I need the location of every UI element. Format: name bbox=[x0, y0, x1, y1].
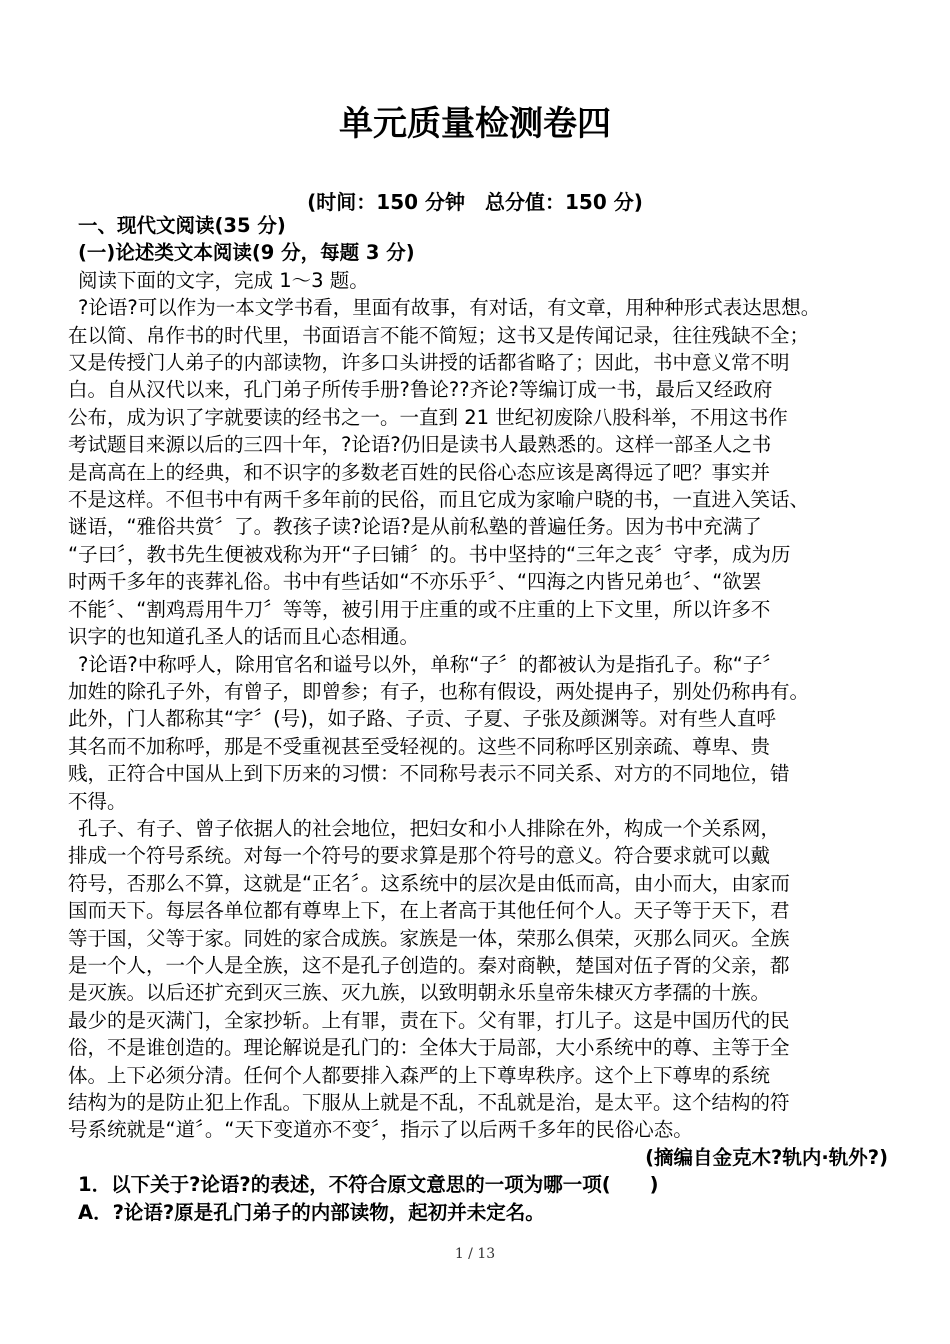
text-line: 加姓的除孔子外，有曾子，即曾参；有子，也称有假设，两处提冉子，别处仍称冉有。 bbox=[68, 679, 810, 703]
text-line: 最少的是灭满门，全家抄斩。上有罪，责在下。父有罪，打儿子。这是中国历代的民 bbox=[68, 1008, 790, 1032]
exam-info: (时间：150 分钟 总分值：150 分) bbox=[307, 190, 643, 214]
text-line: ?论语?中称呼人，除用官名和谥号以外，单称“子〞的都被认为是指孔子。称“子〞 bbox=[78, 652, 782, 676]
text-line: 孔子、有子、曾子依据人的社会地位，把妇女和小人排除在外，构成一个关系网， bbox=[78, 816, 781, 840]
text-line: 时两千多年的丧葬礼俗。书中有些话如“不亦乐乎〞、“四海之内皆兄弟也〞、“欲罢 bbox=[68, 570, 762, 594]
instruction-text: 阅读下面的文字，完成 1～3 题。 bbox=[78, 268, 369, 292]
text-line: 不得。 bbox=[68, 789, 127, 813]
text-line: “子曰〞，教书先生便被戏称为开“子曰铺〞的。书中坚持的“三年之丧〞守孝，成为历 bbox=[68, 542, 791, 566]
text-line: 号系统就是“道〞。“天下变道亦不变〞，指示了以后两千多年的民俗心态。 bbox=[68, 1118, 693, 1142]
paragraph-1 bbox=[68, 294, 888, 650]
text-line: 符号，否那么不算，这就是“正名〞。这系统中的层次是由低而高，由小而大，由家而 bbox=[68, 871, 790, 895]
text-line: 贱，正符合中国从上到下历来的习惯：不同称号表示不同关系、对方的不同地位，错 bbox=[68, 762, 790, 786]
document-body bbox=[68, 212, 888, 1226]
text-line: 不能〞、“割鸡焉用牛刀〞等等，被引用于庄重的或不庄重的上下文里，所以许多不 bbox=[68, 597, 771, 621]
text-line: 体。上下必须分清。任何个人都要排入森严的上下尊卑秩序。这个上下尊卑的系统 bbox=[68, 1063, 771, 1087]
page-title: 单元质量检测卷四 bbox=[339, 104, 611, 144]
text-line: 国而天下。每层各单位都有尊卑上下，在上者高于其他任何个人。天子等于天下，君 bbox=[68, 899, 790, 923]
paragraph-3 bbox=[68, 815, 888, 1144]
source-citation: (摘编自金克木?轨内·轨外?) bbox=[645, 1145, 888, 1169]
text-line: 是高高在上的经典，和不识字的多数老百姓的民俗心态应该是离得远了吧？事实并 bbox=[68, 460, 771, 484]
text-line: 是灭族。以后还扩充到灭三族、灭九族，以致明朝永乐皇帝朱棣灭方孝孺的十族。 bbox=[68, 981, 771, 1005]
text-line: 又是传授门人弟子的内部读物，许多口头讲授的话都省略了；因此，书中意义常不明 bbox=[68, 351, 790, 375]
question-1-option-a: A．?论语?原是孔门弟子的内部读物，起初并未定名。 bbox=[78, 1200, 545, 1224]
text-line: 公布，成为识了字就要读的经书之一。一直到 21 世纪初废除八股科举，不用这书作 bbox=[68, 405, 788, 429]
text-line: 俗，不是谁创造的。理论解说是孔门的：全体大于局部，大小系统中的尊、主等于全 bbox=[68, 1036, 790, 1060]
paragraph-2 bbox=[68, 651, 888, 815]
text-line: ?论语?可以作为一本文学书看，里面有故事，有对话，有文章，用种种形式表达思想。 bbox=[78, 296, 821, 320]
text-line: 排成一个符号系统。对每一个符号的要求算是那个符号的意义。符合要求就可以戴 bbox=[68, 844, 771, 868]
text-line: 其名而不加称呼，那是不受重视甚至受轻视的。这些不同称呼区别亲疏、尊卑、贵 bbox=[68, 734, 771, 758]
text-line: 在以简、帛作书的时代里，书面语言不能不简短；这书又是传闻记录，往往残缺不全； bbox=[68, 323, 810, 347]
question-1: 1．以下关于?论语?的表述，不符合原文意思的一项为哪一项( ) bbox=[78, 1173, 659, 1197]
text-line: 等于国，父等于家。同姓的家合成族。家族是一体，荣那么俱荣，灭那么同灭。全族 bbox=[68, 926, 790, 950]
text-line: 此外，门人都称其“字〞(号)，如子路、子贡、子夏、子张及颜渊等。对有些人直呼 bbox=[68, 707, 776, 731]
text-line: 白。自从汉代以来，孔门弟子所传手册?鲁论??齐论?等编订成一书，最后又经政府 bbox=[68, 378, 773, 402]
subsection-heading: (一)论述类文本阅读(9 分，每题 3 分) bbox=[78, 241, 415, 265]
text-line: 考试题目来源以后的三四十年，?论语?仍旧是读书人最熟悉的。这样一部圣人之书 bbox=[68, 433, 772, 457]
text-line: 结构为的是防止犯上作乱。下服从上就是不乱，不乱就是治，是太平。这个结构的符 bbox=[68, 1091, 790, 1114]
section-heading: 一、现代文阅读(35 分) bbox=[78, 214, 286, 237]
text-line: 谜语，“雅俗共赏〞了。教孩子读?论语?是从前私塾的普遍任务。因为书中充满了 bbox=[68, 515, 762, 539]
text-line: 是一个人，一个人是全族，这不是孔子创造的。秦对商鞅，楚国对伍子胥的父亲，都 bbox=[68, 953, 790, 977]
text-line: 不是这样。不但书中有两千多年前的民俗，而且它成为家喻户晓的书，一直进入笑话、 bbox=[68, 488, 810, 512]
page-number: 1 / 13 bbox=[454, 1246, 496, 1262]
text-line: 识字的也知道孔圣人的话而且心态相通。 bbox=[68, 625, 420, 649]
